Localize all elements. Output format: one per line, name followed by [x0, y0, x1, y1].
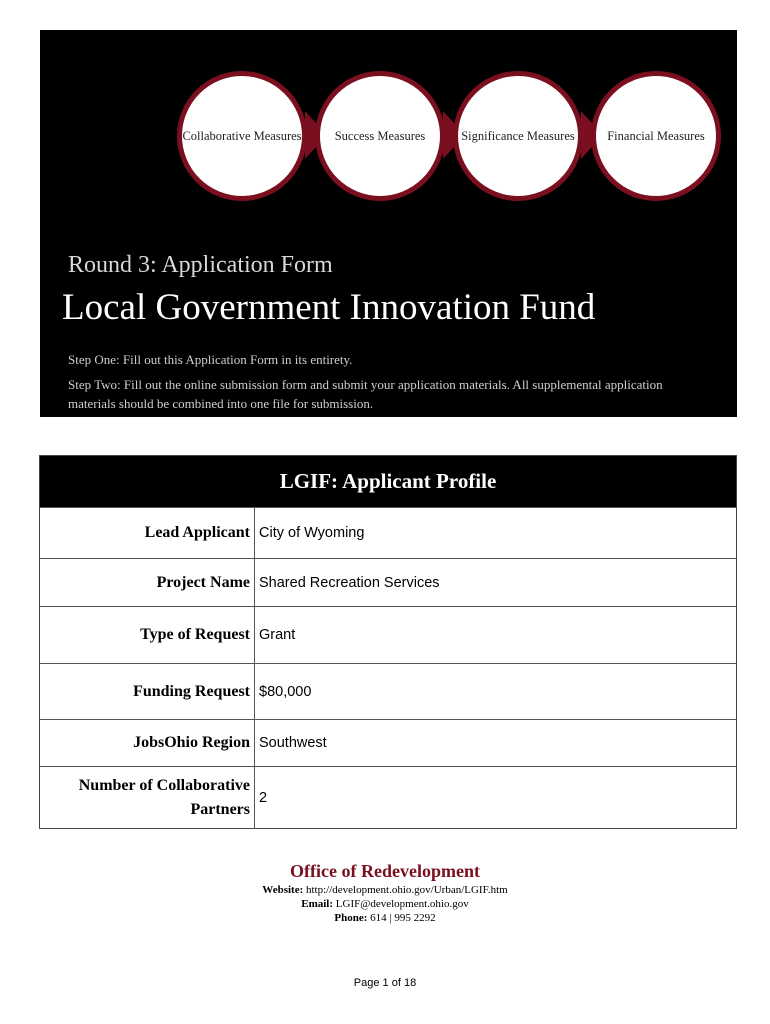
website-line	[0, 883, 770, 897]
row-value[interactable]: $80,000	[259, 683, 312, 700]
row-value[interactable]: Southwest	[259, 735, 327, 751]
website-label: Website:	[262, 884, 304, 896]
round-title: Round 3: Application Form	[68, 252, 333, 278]
email-label: Email:	[301, 898, 334, 910]
row-label: Lead Applicant	[40, 508, 255, 558]
row-label: Project Name	[40, 559, 255, 606]
row-value[interactable]: 2	[259, 789, 268, 806]
profile-header: LGIF: Applicant Profile	[40, 456, 736, 507]
page-number: Page 1 of 18	[353, 977, 417, 989]
row-label: Number of Collaborative Partners	[40, 767, 255, 828]
table-row	[40, 606, 736, 663]
table-row	[40, 507, 736, 558]
step-one-text: Step One: Fill out this Application Form in its entirety.	[68, 352, 353, 367]
phone-label: Phone:	[334, 912, 368, 924]
row-value[interactable]: City of Wyoming	[259, 525, 365, 541]
table-row	[40, 766, 736, 828]
page-title: Local Government Innovation Fund	[62, 287, 596, 328]
row-label: JobsOhio Region	[40, 720, 255, 766]
office-name: Office of Redevelopment	[290, 861, 480, 881]
phone-line	[0, 911, 770, 925]
step-financial: Financial Measures	[591, 71, 721, 201]
row-value[interactable]: Grant	[259, 627, 296, 643]
row-label: Type of Request	[40, 607, 255, 663]
phone-number: 614 | 995 2292	[370, 912, 436, 924]
website-link[interactable]: http://development.ohio.gov/Urban/LGIF.htm	[306, 884, 508, 896]
step-collaborative: Collaborative Measures	[177, 71, 307, 201]
row-label: Funding Request	[40, 664, 255, 719]
table-row	[40, 663, 736, 719]
table-row	[40, 558, 736, 606]
row-value[interactable]: Shared Recreation Services	[259, 574, 440, 591]
email-line	[0, 897, 770, 911]
header-banner	[40, 30, 737, 417]
email-link[interactable]: LGIF@development.ohio.gov	[335, 898, 469, 910]
applicant-profile-table	[39, 455, 737, 829]
step-two-text: Step Two: Fill out the online submission form and submit your application materials. All supplemental application materials should be combined into one file for submission.	[68, 377, 663, 411]
step-significance: Significance Measures	[453, 71, 583, 201]
step-success: Success Measures	[315, 71, 445, 201]
measures-steps	[40, 30, 737, 230]
table-row	[40, 719, 736, 766]
